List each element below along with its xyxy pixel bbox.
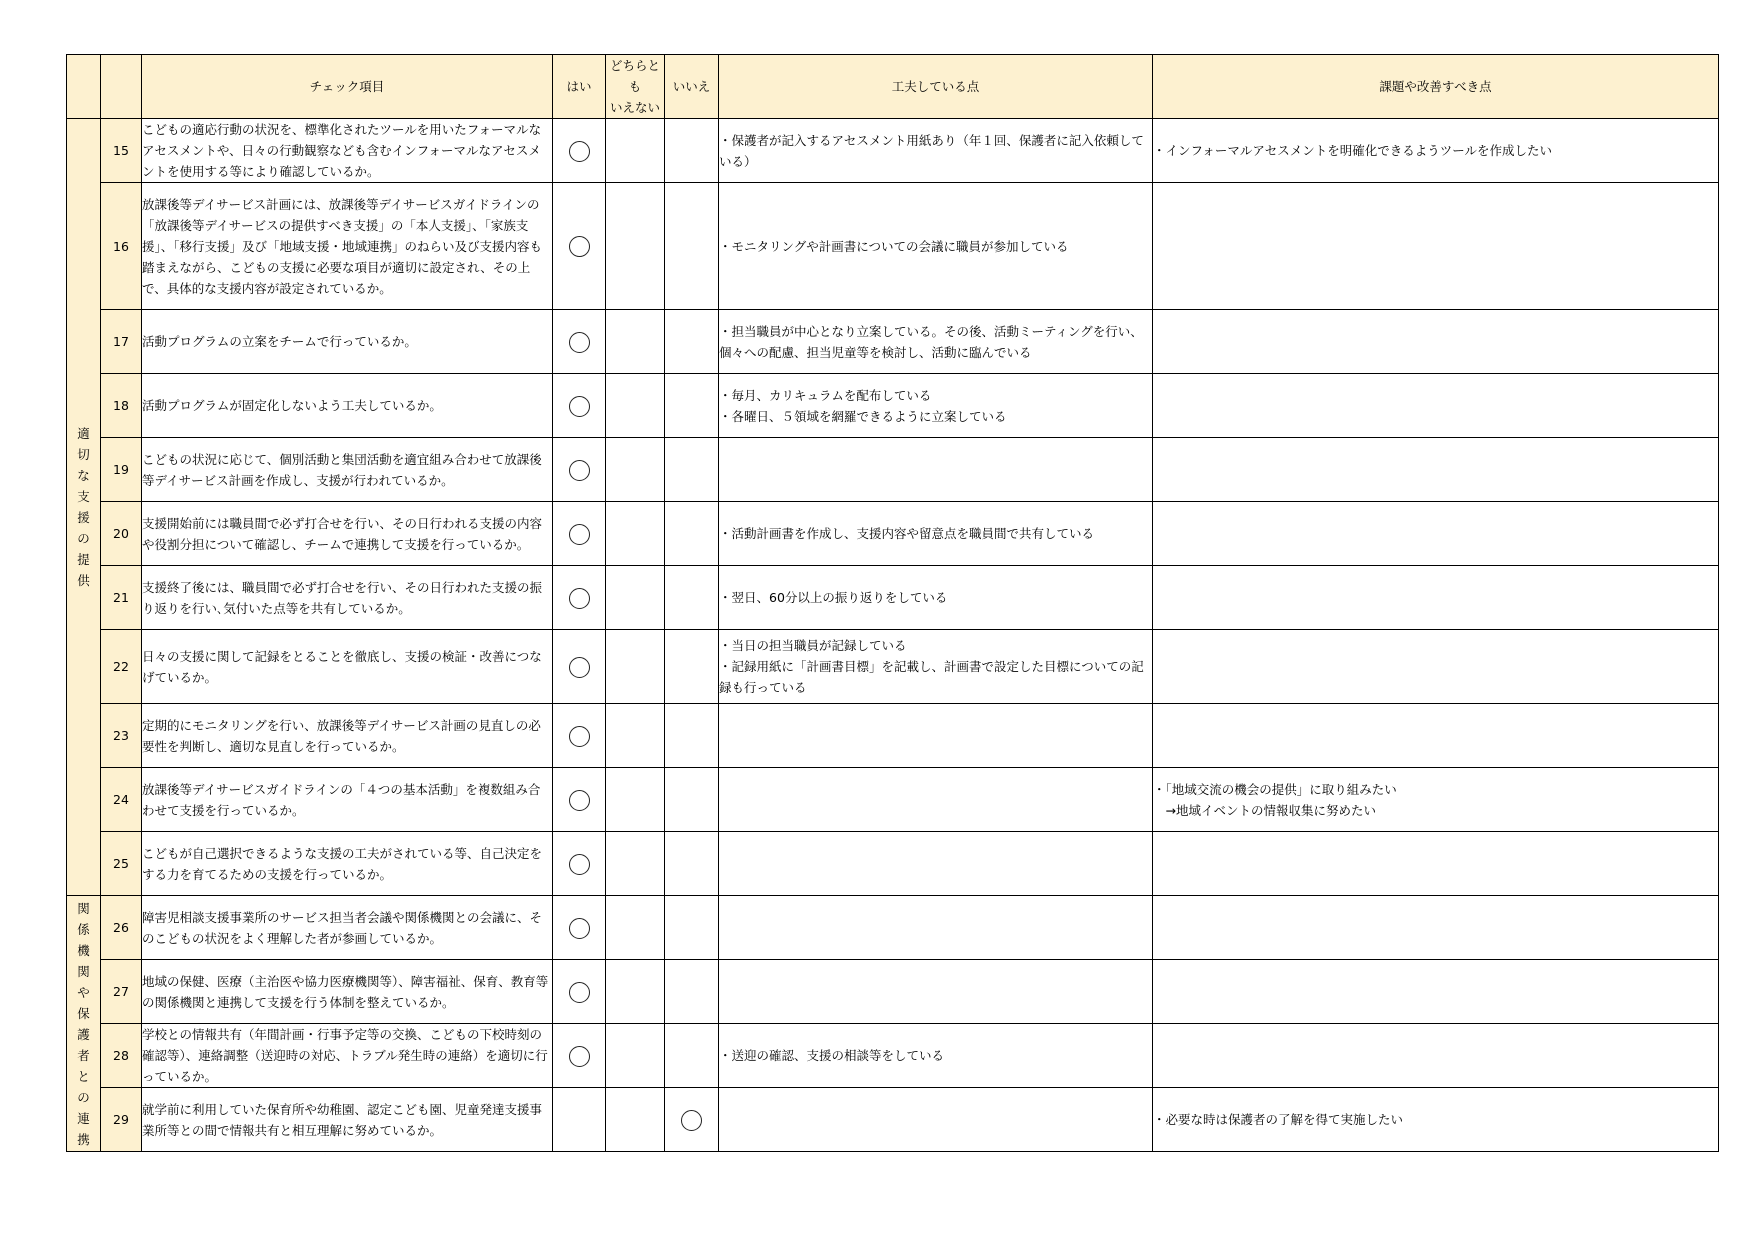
effort-text: ・当日の担当職員が記録している ・記録用紙に「計画書目標」を記載し、計画書で設定した目標についての記録も行っている: [719, 630, 1153, 704]
effort-text: [719, 960, 1153, 1024]
row-number: 15: [101, 119, 142, 183]
circle-mark-icon: [569, 854, 590, 875]
issue-text: ・インフォーマルアセスメントを明確化できるようツールを作成したい: [1153, 119, 1719, 183]
answer-yes: [553, 310, 606, 374]
answer-neither: [606, 566, 665, 630]
circle-mark-icon: [569, 524, 590, 545]
answer-neither: [606, 896, 665, 960]
circle-mark-icon: [569, 982, 590, 1003]
check-item-text: 放課後等デイサービスガイドラインの「４つの基本活動」を複数組み合わせて支援を行っているか。: [142, 768, 553, 832]
row-number: 20: [101, 502, 142, 566]
issue-text: ・必要な時は保護者の了解を得て実施したい: [1153, 1088, 1719, 1152]
check-item-text: 活動プログラムの立案をチームで行っているか。: [142, 310, 553, 374]
effort-text: ・翌日、60分以上の振り返りをしている: [719, 566, 1153, 630]
row-number: 21: [101, 566, 142, 630]
check-item-text: 就学前に利用していた保育所や幼稚園、認定こども園、児童発達支援事業所等との間で情報共有と相互理解に努めているか。: [142, 1088, 553, 1152]
issue-text: [1153, 374, 1719, 438]
check-item-text: 活動プログラムが固定化しないよう工夫しているか。: [142, 374, 553, 438]
circle-mark-icon: [569, 396, 590, 417]
check-item-text: こどもが自己選択できるような支援の工夫がされている等、自己決定をする力を育てるための支援を行っているか。: [142, 832, 553, 896]
answer-yes: [553, 502, 606, 566]
issue-text: [1153, 896, 1719, 960]
table-row: [67, 896, 1719, 960]
check-item-text: 支援終了後には、職員間で必ず打合せを行い、その日行われた支援の振り返りを行い､気付いた点等を共有しているか。: [142, 566, 553, 630]
header-efforts: 工夫している点: [719, 55, 1153, 119]
effort-text: ・送迎の確認、支援の相談等をしている: [719, 1024, 1153, 1088]
table-row: [67, 374, 1719, 438]
answer-no: [665, 374, 719, 438]
category-label: 関係機関や保護者との連携: [77, 900, 90, 1147]
header-issues: 課題や改善すべき点: [1153, 55, 1719, 119]
circle-mark-icon: [569, 1046, 590, 1067]
answer-no: [665, 1088, 719, 1152]
answer-no: [665, 566, 719, 630]
table-row: [67, 502, 1719, 566]
answer-neither: [606, 1024, 665, 1088]
answer-yes: [553, 704, 606, 768]
effort-text: [719, 704, 1153, 768]
check-item-text: こどもの適応行動の状況を、標準化されたツールを用いたフォーマルなアセスメントや、日々の行動観察なども含むインフォーマルなアセスメントを使用する等により確認しているか。: [142, 119, 553, 183]
table-row: [67, 438, 1719, 502]
header-row: [67, 55, 1719, 119]
answer-neither: [606, 438, 665, 502]
answer-yes: [553, 374, 606, 438]
header-yes: はい: [553, 55, 606, 119]
issue-text: [1153, 832, 1719, 896]
answer-yes: [553, 438, 606, 502]
row-number: 24: [101, 768, 142, 832]
answer-no: [665, 119, 719, 183]
answer-yes: [553, 768, 606, 832]
row-number: 29: [101, 1088, 142, 1152]
circle-mark-icon: [681, 1110, 702, 1131]
answer-yes: [553, 183, 606, 310]
header-category: [67, 55, 101, 119]
self-evaluation-table: [66, 54, 1719, 1152]
answer-neither: [606, 630, 665, 704]
circle-mark-icon: [569, 141, 590, 162]
effort-text: [719, 832, 1153, 896]
table-row: [67, 960, 1719, 1024]
header-no: いいえ: [665, 55, 719, 119]
row-number: 27: [101, 960, 142, 1024]
table-row: [67, 310, 1719, 374]
answer-yes: [553, 1024, 606, 1088]
effort-text: ・担当職員が中心となり立案している。その後、活動ミーティングを行い、個々への配慮、担当児童等を検討し、活動に臨んでいる: [719, 310, 1153, 374]
answer-neither: [606, 960, 665, 1024]
answer-neither: [606, 768, 665, 832]
circle-mark-icon: [569, 657, 590, 678]
answer-yes: [553, 630, 606, 704]
circle-mark-icon: [569, 236, 590, 257]
check-item-text: 支援開始前には職員間で必ず打合せを行い、その日行われる支援の内容や役割分担について確認し、チームで連携して支援を行っているか。: [142, 502, 553, 566]
header-check-item: チェック項目: [142, 55, 553, 119]
answer-no: [665, 502, 719, 566]
issue-text: ・「地域交流の機会の提供」に取り組みたい →地域イベントの情報収集に努めたい: [1153, 768, 1719, 832]
answer-no: [665, 310, 719, 374]
issue-text: [1153, 960, 1719, 1024]
check-item-text: 定期的にモニタリングを行い、放課後等デイサービス計画の見直しの必要性を判断し、適切な見直しを行っているか。: [142, 704, 553, 768]
answer-neither: [606, 1088, 665, 1152]
row-number: 17: [101, 310, 142, 374]
table-row: [67, 566, 1719, 630]
answer-yes: [553, 960, 606, 1024]
answer-neither: [606, 502, 665, 566]
effort-text: [719, 768, 1153, 832]
issue-text: [1153, 502, 1719, 566]
header-neither: どちらとも いえない: [606, 55, 665, 119]
answer-no: [665, 768, 719, 832]
answer-no: [665, 704, 719, 768]
category-label: 適切な支援の提供: [77, 426, 90, 588]
check-item-text: 放課後等デイサービス計画には、放課後等デイサービスガイドラインの「放課後等デイサービスの提供すべき支援」の「本人支援」、「家族支援」、「移行支援」及び「地域支援・地域連携」のねらい及び支援内容も踏まえながら、こどもの支援に必要な項目が適切に設定され、その上で、具体的な支援内容が設定されているか。: [142, 183, 553, 310]
table-row: [67, 630, 1719, 704]
answer-no: [665, 183, 719, 310]
category-collaboration: [67, 896, 101, 1152]
circle-mark-icon: [569, 332, 590, 353]
check-item-text: 学校との情報共有（年間計画・行事予定等の交換、こどもの下校時刻の確認等）、連絡調整（送迎時の対応、トラブル発生時の連絡）を適切に行っているか。: [142, 1024, 553, 1088]
answer-neither: [606, 310, 665, 374]
answer-no: [665, 630, 719, 704]
answer-neither: [606, 119, 665, 183]
effort-text: [719, 1088, 1153, 1152]
circle-mark-icon: [569, 790, 590, 811]
issue-text: [1153, 183, 1719, 310]
row-number: 25: [101, 832, 142, 896]
category-support: [67, 119, 101, 896]
answer-yes: [553, 1088, 606, 1152]
circle-mark-icon: [569, 726, 590, 747]
row-number: 16: [101, 183, 142, 310]
circle-mark-icon: [569, 918, 590, 939]
issue-text: [1153, 630, 1719, 704]
issue-text: [1153, 310, 1719, 374]
check-item-text: 地域の保健、医療（主治医や協力医療機関等）、障害福祉、保育、教育等の関係機関と連携して支援を行う体制を整えているか。: [142, 960, 553, 1024]
circle-mark-icon: [569, 588, 590, 609]
row-number: 18: [101, 374, 142, 438]
table-row: [67, 1088, 1719, 1152]
answer-no: [665, 960, 719, 1024]
issue-text: [1153, 566, 1719, 630]
table-row: [67, 183, 1719, 310]
effort-text: ・活動計画書を作成し、支援内容や留意点を職員間で共有している: [719, 502, 1153, 566]
answer-no: [665, 1024, 719, 1088]
issue-text: [1153, 704, 1719, 768]
answer-no: [665, 832, 719, 896]
table-row: [67, 704, 1719, 768]
table-row: [67, 832, 1719, 896]
circle-mark-icon: [569, 460, 590, 481]
answer-neither: [606, 183, 665, 310]
effort-text: ・毎月、カリキュラムを配布している ・各曜日、５領域を網羅できるように立案している: [719, 374, 1153, 438]
answer-yes: [553, 119, 606, 183]
answer-no: [665, 896, 719, 960]
header-number: [101, 55, 142, 119]
check-item-text: 障害児相談支援事業所のサービス担当者会議や関係機関との会議に、そのこどもの状況をよく理解した者が参画しているか。: [142, 896, 553, 960]
answer-neither: [606, 704, 665, 768]
row-number: 26: [101, 896, 142, 960]
row-number: 22: [101, 630, 142, 704]
effort-text: [719, 438, 1153, 502]
answer-yes: [553, 566, 606, 630]
issue-text: [1153, 438, 1719, 502]
check-item-text: 日々の支援に関して記録をとることを徹底し、支援の検証・改善につなげているか。: [142, 630, 553, 704]
table-row: [67, 768, 1719, 832]
table-row: [67, 119, 1719, 183]
effort-text: [719, 896, 1153, 960]
check-item-text: こどもの状況に応じて、個別活動と集団活動を適宜組み合わせて放課後等デイサービス計画を作成し、支援が行われているか。: [142, 438, 553, 502]
answer-neither: [606, 832, 665, 896]
issue-text: [1153, 1024, 1719, 1088]
answer-neither: [606, 374, 665, 438]
effort-text: ・モニタリングや計画書についての会議に職員が参加している: [719, 183, 1153, 310]
row-number: 23: [101, 704, 142, 768]
answer-no: [665, 438, 719, 502]
row-number: 28: [101, 1024, 142, 1088]
table-row: [67, 1024, 1719, 1088]
answer-yes: [553, 896, 606, 960]
effort-text: ・保護者が記入するアセスメント用紙あり（年１回、保護者に記入依頼している）: [719, 119, 1153, 183]
row-number: 19: [101, 438, 142, 502]
answer-yes: [553, 832, 606, 896]
